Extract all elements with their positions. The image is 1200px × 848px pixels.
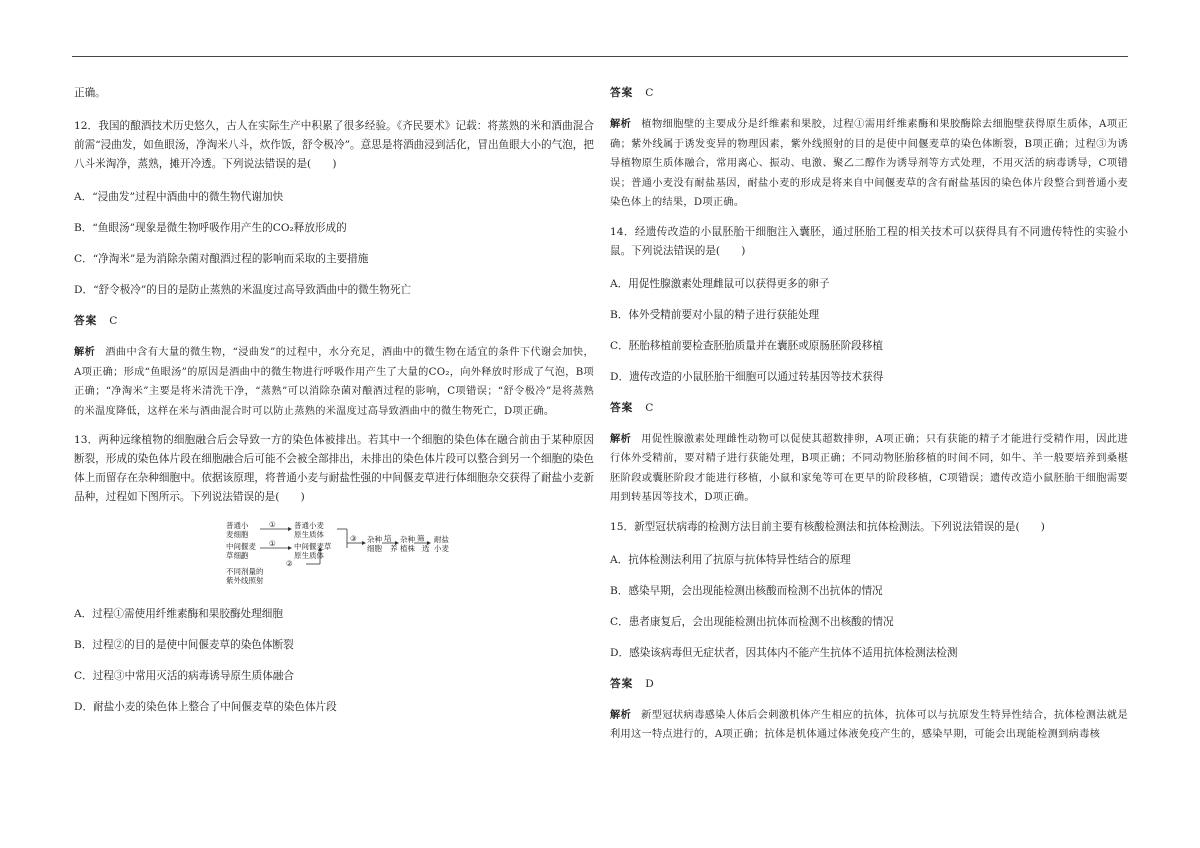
- node-wheat-cell-2: 麦细胞: [226, 530, 249, 539]
- node-grass-cell-2: 草细胞: [226, 551, 249, 560]
- question-13-stem: 13．两种远缘植物的细胞融合后会导致一方的染色体被排出。若其中一个细胞的染色体在融合前由于某种原因断裂，形成的染色体片段在细胞融合后可能不会被全部排出，未排出的染色体片段可以整合到另一个细胞的染色体上而留存在杂种细胞中。依据该原理，将普通小麦与耐盐性强的中间偃麦草进行体细胞杂交获得了耐盐小麦新品种，过程如下图所示。下列说法错误的是( ): [74, 434, 594, 503]
- answer-label: 答案: [74, 315, 98, 327]
- q15-option-c: C．患者康复后，会出现能检测出抗体而检测不出核酸的情况: [610, 615, 894, 628]
- q14-analysis: [610, 430, 1128, 508]
- node-salt-wheat-2: 小麦: [434, 544, 449, 553]
- node-wheat-cell: 普通小: [226, 521, 249, 530]
- q12-analysis: [74, 343, 594, 421]
- edge-screen-2: 选: [422, 544, 430, 553]
- question-15-stem: 15．新型冠状病毒的检测方法目前主要有核酸检测法和抗体检测法。下列说法错误的是( ): [610, 520, 1045, 533]
- left-column: [74, 84, 594, 729]
- q14-option-c: C．胚胎移植前要检查胚胎质量并在囊胚或原肠胚阶段移植: [610, 339, 883, 352]
- analysis-text: 植物细胞壁的主要成分是纤维素和果胶，过程①需用纤维素酶和果胶酶除去细胞壁获得原生质体，A项正确；紫外线属于诱发变异的物理因素，紫外线照射的目的是使中间偃麦草的染色体断裂，B项正确；过程③为诱导植物原生质体融合，常用离心、振动、电激、聚乙二醇作为诱导剂等方式处理，不用灭活的病毒诱导，C项错误；普通小麦没有耐盐基因，耐盐小麦的形成是将来自中间偃麦草的含有耐盐基因的染色体片段整合到普通小麦染色体上的结果，D项正确。: [610, 119, 1128, 208]
- analysis-label: 解析: [610, 432, 632, 445]
- node-hybrid-plant-2: 植株: [400, 544, 415, 553]
- step-2-label: ②: [286, 559, 293, 568]
- q13-answer: [610, 84, 1128, 103]
- step-3-label: ③: [350, 534, 357, 543]
- answer-label: 答案: [610, 87, 634, 99]
- node-grass-protoplast: 中间偃麦草: [294, 542, 332, 551]
- q12-option-d: D．“舒令极冷”的目的是防止蒸熟的米温度过高导致酒曲中的微生物死亡: [74, 284, 412, 296]
- continued-text: 正确。: [74, 87, 106, 99]
- q15-option-a: A．抗体检测法利用了抗原与抗体特异性结合的原理: [610, 553, 851, 566]
- question-14-stem: 14．经遗传改造的小鼠胚胎干细胞注入囊胚，通过胚胎工程的相关技术可以获得具有不同遗传特性的实验小鼠。下列说法错误的是( ): [610, 225, 1128, 257]
- q15-option-b: B．感染早期，会出现能检测出核酸而检测不出抗体的情况: [610, 584, 883, 597]
- analysis-text: 酒曲中含有大量的微生物，“浸曲发”的过程中，水分充足，酒曲中的微生物在适宜的条件下代谢会加快，A项正确；形成“鱼眼汤”的原因是酒曲中的微生物进行呼吸作用产生了大量的CO₂，向外释放时形成了气泡，B项正确；“净淘米”主要是将米清洗干净，“蒸熟”可以消除杂菌对酿酒过程的影响，C项错误；“舒令极冷”是将蒸熟的米温度降低，这样在米与酒曲混合时可以防止蒸熟的米温度过高导致酒曲中的微生物死亡，D项正确。: [74, 347, 594, 417]
- q14-answer: [610, 399, 1128, 418]
- edge-culture-2: 养: [390, 544, 398, 553]
- node-wheat-protoplast-2: 原生质体: [294, 530, 324, 539]
- right-column: [610, 84, 1128, 755]
- q13-option-a: A．过程①需使用纤维素酶和果胶酶处理细胞: [74, 608, 283, 620]
- question-12-stem: 12．我国的酿酒技术历史悠久，古人在实际生产中积累了很多经验。《齐民要术》记载：将蒸熟的米和酒曲混合前需“浸曲发，如鱼眼汤，净淘米八斗，炊作饭，舒令极冷”。意思是将酒曲浸到活化，冒出鱼眼大小的气泡，把八斗米淘净，蒸熟，摊开冷透。下列说法错误的是( ): [74, 120, 594, 170]
- node-wheat-protoplast: 普通小麦: [294, 521, 324, 530]
- node-salt-wheat: 耐盐: [434, 535, 449, 544]
- q13-analysis: [610, 115, 1128, 213]
- node-hybrid-cell: 杂种: [367, 535, 382, 544]
- q14-option-a: A．用促性腺激素处理雌鼠可以获得更多的卵子: [610, 277, 830, 290]
- q15-option-d: D．感染该病毒但无症状者，因其体内不能产生抗体不适用抗体检测法检测: [610, 646, 958, 659]
- analysis-label: 解析: [610, 708, 632, 721]
- analysis-label: 解析: [74, 346, 96, 358]
- node-uv-2: 紫外线照射: [226, 576, 264, 585]
- node-uv: 不同剂量的: [226, 567, 264, 576]
- answer-label: 答案: [610, 401, 634, 414]
- edge-screen: 筛: [417, 534, 425, 543]
- q13-option-c: C．过程③中常用灭活的病毒诱导原生质体融合: [74, 670, 294, 682]
- q14-option-d: D．遗传改造的小鼠胚胎干细胞可以通过转基因等技术获得: [610, 370, 884, 383]
- q12-option-c: C．“净淘米”是为消除杂菌对酿酒过程的影响而采取的主要措施: [74, 253, 369, 265]
- q15-analysis: [610, 706, 1128, 745]
- node-grass-cell: 中间偃麦: [226, 542, 256, 551]
- answer-value: C: [645, 87, 654, 99]
- analysis-text: 新型冠状病毒感染人体后会刺激机体产生相应的抗体，抗体可以与抗原发生特异性结合，抗体检测法就是利用这一特点进行的，A项正确；抗体是机体通过体液免疫产生的，感染早期，可能会出现能检测到病毒核: [610, 709, 1128, 740]
- header-rule: [72, 56, 1128, 57]
- node-hybrid-plant: 杂种: [400, 535, 415, 544]
- q15-answer: [610, 675, 1128, 694]
- analysis-text: 用促性腺激素处理雌性动物可以促使其超数排卵，A项正确；只有获能的精子才能进行受精作用，因此进行体外受精前，要对精子进行获能处理，B项正确；不同动物胚胎移植的时间不同，如牛、羊一般要培养到桑椹胚阶段或囊胚阶段才能进行移植，小鼠和家兔等可在更早的阶段移植，C项错误；遗传改造小鼠胚胎干细胞需要用到转基因等技术，D项正确。: [610, 433, 1128, 503]
- q14-option-b: B．体外受精前要对小鼠的精子进行获能处理: [610, 308, 820, 321]
- node-grass-protoplast-2: 原生质体: [294, 551, 324, 560]
- q13-option-d: D．耐盐小麦的染色体上整合了中间偃麦草的染色体片段: [74, 701, 337, 713]
- q12-option-b: B．“鱼眼汤”现象是微生物呼吸作用产生的CO₂释放形成的: [74, 222, 347, 234]
- answer-value: C: [645, 401, 654, 414]
- q12-option-a: A．“浸曲发”过程中酒曲中的微生物代谢加快: [74, 191, 284, 203]
- q12-answer: [74, 312, 594, 331]
- cell-fusion-diagram: [222, 521, 462, 593]
- answer-value: C: [109, 315, 118, 327]
- edge-culture: 培: [384, 534, 392, 543]
- answer-label: 答案: [610, 677, 634, 690]
- answer-value: D: [645, 677, 654, 690]
- step-1-label: ①: [269, 520, 276, 529]
- analysis-label: 解析: [610, 118, 632, 130]
- step-1b-label: ①: [269, 539, 276, 548]
- node-hybrid-cell-2: 细胞: [367, 544, 382, 553]
- q13-option-b: B．过程②的目的是使中间偃麦草的染色体断裂: [74, 639, 294, 651]
